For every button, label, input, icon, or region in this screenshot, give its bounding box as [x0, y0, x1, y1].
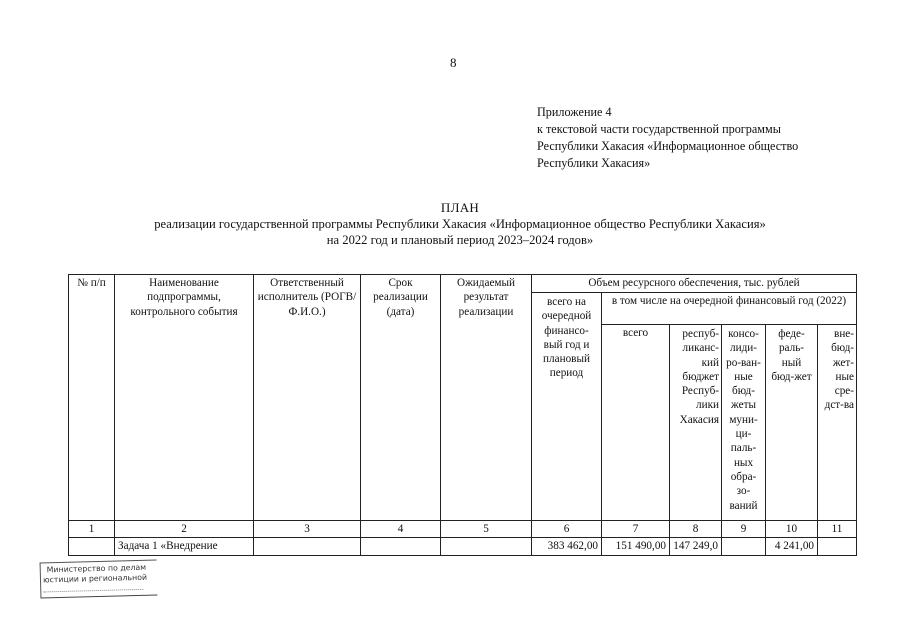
- appendix-header: [537, 104, 857, 172]
- header-num: № п/п: [69, 275, 115, 521]
- title-main: ПЛАН: [440, 200, 480, 215]
- col-number: 2: [115, 521, 254, 538]
- column-number-row: [69, 521, 857, 538]
- header-executor: Ответственный исполнитель (РОГВ/Ф.И.О.): [254, 275, 361, 521]
- registration-stamp: [40, 559, 158, 598]
- col-number: 4: [361, 521, 441, 538]
- col-number: 3: [254, 521, 361, 538]
- stamp-line-2: юстиции и региональной: [42, 572, 148, 585]
- appendix-line: Приложение 4: [537, 105, 612, 119]
- col-number: 9: [722, 521, 766, 538]
- page-number: 8: [450, 55, 457, 70]
- col-number: 5: [441, 521, 532, 538]
- document-title: [60, 200, 860, 248]
- title-line-1: реализации государственной программы Республики Хакасия «Информационное общество Республики Хакасия»: [154, 217, 766, 231]
- col-number: 10: [766, 521, 818, 538]
- stamp-dotted-line: [43, 583, 143, 593]
- row-total-all: 383 462,00: [532, 538, 602, 555]
- col-number: 8: [670, 521, 722, 538]
- appendix-line: Республики Хакасия»: [537, 156, 651, 170]
- appendix-line: Республики Хакасия «Информационное общество: [537, 139, 799, 153]
- row-republic: 147 249,0: [670, 538, 722, 555]
- row-term: [361, 538, 441, 555]
- header-municipal: консо- лиди- ро-ван- ные бюд- жеты муни- ци- паль- ных обра- зо- ваний: [722, 325, 766, 521]
- col-number: 11: [818, 521, 857, 538]
- header-term: Срок реализации (дата): [361, 275, 441, 521]
- header-republic: респуб- ликанс- кий бюджет Респуб- лики Хакасия: [670, 325, 722, 521]
- header-sub-total: всего: [602, 325, 670, 521]
- col-number: 7: [602, 521, 670, 538]
- header-total-all: всего на очередной финансо- вый год и плановый период: [532, 293, 602, 521]
- header-result: Ожидаемый результат реализации: [441, 275, 532, 521]
- plan-table: [68, 274, 857, 556]
- row-result: [441, 538, 532, 555]
- row-num: [69, 538, 115, 555]
- col-number: 6: [532, 521, 602, 538]
- row-municipal: [722, 538, 766, 555]
- row-name: Задача 1 «Внедрение: [115, 538, 254, 555]
- row-sub-total: 151 490,00: [602, 538, 670, 555]
- stamp-line-1: Министерство по делам: [46, 562, 147, 575]
- title-line-2: на 2022 год и плановый период 2023–2024 годов»: [326, 233, 594, 247]
- row-federal: 4 241,00: [766, 538, 818, 555]
- header-current-year: в том числе на очередной финансовый год (2022): [602, 293, 857, 325]
- header-federal: феде- раль- ный бюд-жет: [766, 325, 818, 521]
- row-extra: [818, 538, 857, 555]
- appendix-line: к текстовой части государственной программы: [537, 122, 781, 136]
- header-extra: вне- бюд- жет- ные сре- дст-ва: [818, 325, 857, 521]
- row-executor: [254, 538, 361, 555]
- header-name: Наименование подпрограммы, контрольного события: [115, 275, 254, 521]
- header-volume: Объем ресурсного обеспечения, тыс. рублей: [532, 275, 857, 293]
- col-number: 1: [69, 521, 115, 538]
- table-row: [69, 538, 857, 555]
